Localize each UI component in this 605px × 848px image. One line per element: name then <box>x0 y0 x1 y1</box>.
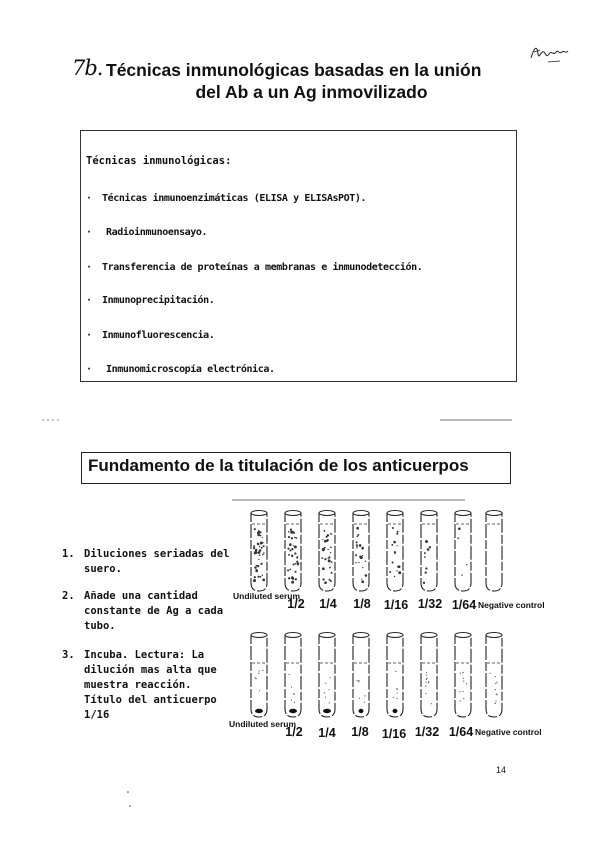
agglutination-dot <box>398 565 401 568</box>
tube-row1 <box>421 513 437 591</box>
tube-row1 <box>353 513 369 591</box>
tube-rim <box>251 511 267 516</box>
step-item <box>62 589 223 634</box>
suspended-dot <box>426 674 427 675</box>
agglutination-dot <box>253 547 255 549</box>
list-item-text: Inmunomicroscopía electrónica. <box>106 364 275 375</box>
agglutination-dot <box>291 531 294 534</box>
agglutination-dot <box>358 534 360 536</box>
step-text: Incuba. Lectura: La dilución mas alta que muestra reacción. Título del anticuerpo 1/16 <box>84 649 217 721</box>
agglutination-dot <box>254 576 256 578</box>
agglutination-dot <box>288 577 290 579</box>
agglutination-dot <box>260 563 262 565</box>
agglutination-dot <box>262 579 265 582</box>
agglutination-dot <box>258 552 260 554</box>
agglutination-dot <box>262 542 263 543</box>
agglutination-dot <box>361 547 364 550</box>
suspended-dot <box>364 702 365 703</box>
agglutination-dot <box>289 569 291 571</box>
step-text: Añade una cantidad constante de Ag a cada tubo. <box>84 590 224 632</box>
agglutination-dot <box>263 552 265 554</box>
agglutination-dot <box>255 570 258 573</box>
agglutination-dot <box>461 574 462 575</box>
suspended-dot <box>397 689 398 690</box>
agglutination-dot <box>289 549 291 551</box>
step-number: 3. <box>62 649 75 661</box>
suspended-dot <box>431 703 432 704</box>
agglutination-dot <box>255 549 257 551</box>
agglutination-dot <box>327 539 329 541</box>
tube-rim <box>455 511 471 516</box>
tube-label: Undiluted serum <box>229 719 297 729</box>
agglutination-dot <box>365 561 366 562</box>
agglutination-dot <box>260 576 262 578</box>
section-number: 7b. <box>72 56 103 80</box>
agglutination-dot <box>297 564 298 565</box>
agglutination-dot <box>291 555 293 557</box>
agglutination-dot <box>331 561 333 563</box>
agglutination-dot <box>324 541 326 543</box>
agglutination-dot <box>365 574 368 577</box>
agglutination-dot <box>424 552 426 554</box>
suspended-dot <box>463 681 464 682</box>
tube-label: 1/4 <box>318 726 336 740</box>
agglutination-dot <box>288 554 290 556</box>
agglutination-dot <box>291 548 293 550</box>
tube-label: 1/32 <box>414 725 440 739</box>
tube-row2 <box>486 635 502 717</box>
agglutination-dot <box>458 527 461 530</box>
bullet-icon: · <box>86 193 92 204</box>
agglutination-dot <box>294 537 296 539</box>
agglutination-dot <box>329 567 331 569</box>
agglutination-dot <box>425 540 428 543</box>
agglutination-dot <box>466 564 467 565</box>
agglutination-dot <box>295 537 297 539</box>
agglutination-dot <box>294 571 296 573</box>
list-item-text: Inmunoprecipitación. <box>102 295 215 306</box>
tube-label: 1/16 <box>381 727 407 741</box>
tube-rim <box>421 511 437 516</box>
agglutination-dot <box>359 556 362 559</box>
agglutination-dot <box>331 572 333 574</box>
agglutination-dot <box>258 531 260 533</box>
agglutination-dot <box>396 533 398 535</box>
agglutination-dot <box>262 574 263 575</box>
agglutination-dot <box>294 545 297 548</box>
agglutination-dot <box>289 543 292 546</box>
agglutination-dot <box>324 581 327 584</box>
suspended-dot <box>426 682 427 683</box>
precipitate-pellet <box>289 709 297 713</box>
suspended-dot <box>329 689 330 690</box>
suspended-dot <box>395 671 396 672</box>
agglutination-dot <box>321 557 323 559</box>
agglutination-dot <box>253 545 255 547</box>
precipitate-pellet <box>323 709 331 713</box>
agglutination-dot <box>322 567 325 570</box>
tube-label: 1/2 <box>285 725 303 739</box>
agglutination-dot <box>427 548 430 551</box>
agglutination-dot <box>356 527 359 530</box>
suspended-dot <box>462 672 463 673</box>
list-item-text: Radioinmunoensayo. <box>106 227 208 238</box>
agglutination-dot <box>291 581 294 584</box>
tube-row2 <box>251 635 267 717</box>
suspended-dot <box>489 673 490 674</box>
bullet-icon: · <box>86 330 92 341</box>
agglutination-dot <box>397 545 398 546</box>
page-title-line-2: del Ab a un Ag inmovilizado <box>195 82 428 102</box>
titration-tubes-figure <box>230 500 545 755</box>
suspended-dot <box>259 690 260 691</box>
agglutination-dot <box>330 546 332 548</box>
suspended-dot <box>495 683 496 684</box>
list-item-text: Inmunofluorescencia. <box>102 330 215 341</box>
tube-rim <box>353 511 369 516</box>
bullet-icon: · <box>86 364 92 375</box>
agglutination-dot <box>288 536 290 538</box>
section-title: Fundamento de la titulación de los anticuerpos <box>88 456 469 475</box>
suspended-dot <box>428 682 429 683</box>
suspended-dot <box>330 677 331 678</box>
tube-rim <box>251 633 267 638</box>
tube-rim <box>319 511 335 516</box>
agglutination-dot <box>291 537 293 539</box>
precipitate-pellet <box>393 709 398 713</box>
agglutination-dot <box>393 541 396 544</box>
agglutination-dot <box>296 561 298 563</box>
agglutination-dot <box>457 537 459 539</box>
suspended-dot <box>255 677 256 678</box>
suspended-dot <box>291 687 292 688</box>
agglutination-dot <box>257 576 259 578</box>
suspended-dot <box>329 702 330 703</box>
suspended-dot <box>496 694 497 695</box>
step-number: 2. <box>62 590 75 602</box>
tube-row2 <box>319 635 335 717</box>
agglutination-dot <box>356 541 358 543</box>
tube-label: 1/8 <box>353 597 371 611</box>
tube-label: Negative control <box>475 727 542 737</box>
agglutination-dot <box>324 558 326 560</box>
tube-label: 1/16 <box>383 598 409 612</box>
step-text: Diluciones seriadas del suero. <box>84 548 230 575</box>
agglutination-dot <box>261 547 263 549</box>
step-item <box>62 648 217 723</box>
agglutination-dot <box>330 533 332 535</box>
agglutination-dot <box>323 530 325 532</box>
agglutination-dot <box>429 546 431 548</box>
tube-rim <box>387 511 403 516</box>
suspended-dot <box>495 689 496 690</box>
suspended-dot <box>463 678 464 679</box>
suspended-dot <box>291 699 292 700</box>
agglutination-dot <box>423 582 425 584</box>
agglutination-dot <box>355 554 357 556</box>
agglutination-dot <box>424 556 426 558</box>
agglutination-dot <box>392 527 394 529</box>
suspended-dot <box>460 700 461 701</box>
suspended-dot <box>426 672 427 673</box>
suspended-dot <box>495 676 496 677</box>
tube-rim <box>421 633 437 638</box>
tube-label: 1/8 <box>351 725 369 739</box>
agglutination-dot <box>257 543 260 546</box>
suspended-dot <box>294 693 295 694</box>
tube-row2 <box>421 635 437 717</box>
suspended-dot <box>255 678 256 679</box>
suspended-dot <box>396 698 397 699</box>
bullet-icon: · <box>86 227 92 238</box>
suspended-dot <box>426 679 427 680</box>
agglutination-dot <box>322 539 323 540</box>
suspended-dot <box>364 695 365 696</box>
agglutination-dot <box>287 569 289 571</box>
tube-row1 <box>486 513 502 591</box>
agglutination-dot <box>391 544 393 546</box>
tube-label: 1/64 <box>451 598 477 612</box>
suspended-dot <box>460 673 461 674</box>
suspended-dot <box>459 691 460 692</box>
suspended-dot <box>396 693 397 694</box>
agglutination-dot <box>359 544 362 547</box>
agglutination-dot <box>361 579 362 580</box>
suspended-dot <box>356 680 357 681</box>
step-number: 1. <box>62 548 75 560</box>
agglutination-dot <box>258 559 259 560</box>
step-item <box>62 547 229 577</box>
suspended-dot <box>393 697 394 698</box>
tube-label: Negative control <box>478 600 545 610</box>
agglutination-dot <box>398 571 401 574</box>
agglutination-dot <box>294 563 296 565</box>
agglutination-dot <box>291 577 293 579</box>
agglutination-dot <box>394 576 395 577</box>
suspended-dot <box>324 692 325 693</box>
agglutination-dot <box>425 571 427 573</box>
tube-label: 1/4 <box>319 597 337 611</box>
suspended-dot <box>262 670 263 671</box>
agglutination-dot <box>397 531 399 533</box>
tube-rim <box>455 633 471 638</box>
page-number: 14 <box>496 765 507 775</box>
agglutination-dot <box>262 537 263 538</box>
tube-label: Undiluted serum <box>233 591 301 601</box>
suspended-dot <box>428 681 429 682</box>
agglutination-dot <box>293 564 295 566</box>
bullet-icon: · <box>86 295 92 306</box>
suspended-dot <box>426 678 427 679</box>
agglutination-dot <box>330 552 331 553</box>
tube-rim <box>319 633 335 638</box>
agglutination-dot <box>262 554 264 556</box>
suspended-dot <box>495 700 496 701</box>
suspended-dot <box>466 683 467 684</box>
tube-row2 <box>455 635 471 717</box>
tube-label: 1/64 <box>448 725 474 739</box>
suspended-dot <box>294 702 295 703</box>
agglutination-dot <box>326 536 328 538</box>
suspended-dot <box>463 698 464 699</box>
agglutination-dot <box>327 549 328 550</box>
tube-label: 1/2 <box>287 597 305 611</box>
agglutination-dot <box>356 546 357 547</box>
page-title-line-1: Técnicas inmunológicas basadas en la unión <box>106 60 482 80</box>
agglutination-dot <box>263 545 265 547</box>
agglutination-dot <box>259 555 261 557</box>
tube-label: 1/32 <box>417 597 443 611</box>
bullet-icon: · <box>86 262 92 273</box>
agglutination-dot <box>362 555 363 556</box>
tube-rim <box>486 511 502 516</box>
agglutination-dot <box>322 578 324 580</box>
agglutination-dot <box>327 558 328 559</box>
suspended-dot <box>289 674 290 675</box>
tube-row2 <box>285 635 301 717</box>
suspended-dot <box>325 697 326 698</box>
tube-row2 <box>387 635 403 717</box>
agglutination-dot <box>254 566 256 568</box>
agglutination-dot <box>362 567 363 568</box>
agglutination-dot <box>355 562 356 563</box>
suspended-dot <box>425 685 426 686</box>
tube-rim <box>285 511 301 516</box>
agglutination-dot <box>394 552 396 554</box>
tube-row1 <box>319 513 335 591</box>
suspended-dot <box>358 681 359 682</box>
suspended-dot <box>425 693 426 694</box>
list-item-text: Técnicas inmunoenzimáticas (ELISA y ELISAsPOT). <box>102 193 367 204</box>
agglutination-dot <box>293 545 294 546</box>
agglutination-dot <box>358 562 359 563</box>
tube-rim <box>285 633 301 638</box>
agglutination-dot <box>295 578 297 580</box>
techniques-caption: Técnicas inmunológicas: <box>86 155 232 167</box>
agglutination-dot <box>294 552 296 554</box>
tube-row2 <box>353 635 369 717</box>
agglutination-dot <box>361 580 364 583</box>
suspended-dot <box>325 683 326 684</box>
agglutination-dot <box>322 548 325 551</box>
agglutination-dot <box>259 546 260 547</box>
tube-rim <box>486 633 502 638</box>
list-item-text: Transferencia de proteínas a membranas e inmunodetección. <box>102 262 423 273</box>
agglutination-dot <box>389 571 391 573</box>
agglutination-dot <box>288 531 290 533</box>
agglutination-dot <box>256 565 257 566</box>
agglutination-dot <box>291 529 292 530</box>
precipitate-pellet <box>359 709 364 713</box>
agglutination-dot <box>392 562 394 564</box>
agglutination-dot <box>257 534 260 537</box>
agglutination-dot <box>297 556 298 557</box>
agglutination-dot <box>357 535 359 537</box>
suspended-dot <box>258 670 259 671</box>
tube-rim <box>353 633 369 638</box>
agglutination-dot <box>425 567 427 569</box>
agglutination-dot <box>254 528 256 530</box>
suspended-dot <box>462 691 463 692</box>
agglutination-dot <box>329 579 331 581</box>
precipitate-pellet <box>255 709 263 713</box>
suspended-dot <box>495 703 496 704</box>
agglutination-dot <box>254 579 256 581</box>
agglutination-dot <box>328 559 331 562</box>
suspended-dot <box>258 673 259 674</box>
suspended-dot <box>359 698 360 699</box>
agglutination-dot <box>356 547 357 548</box>
agglutination-dot <box>257 565 259 567</box>
agglutination-dot <box>396 570 397 571</box>
agglutination-dot <box>287 548 289 550</box>
tube-rim <box>387 633 403 638</box>
suspended-dot <box>496 682 497 683</box>
tube-row1 <box>455 513 471 591</box>
suspended-dot <box>358 680 359 681</box>
